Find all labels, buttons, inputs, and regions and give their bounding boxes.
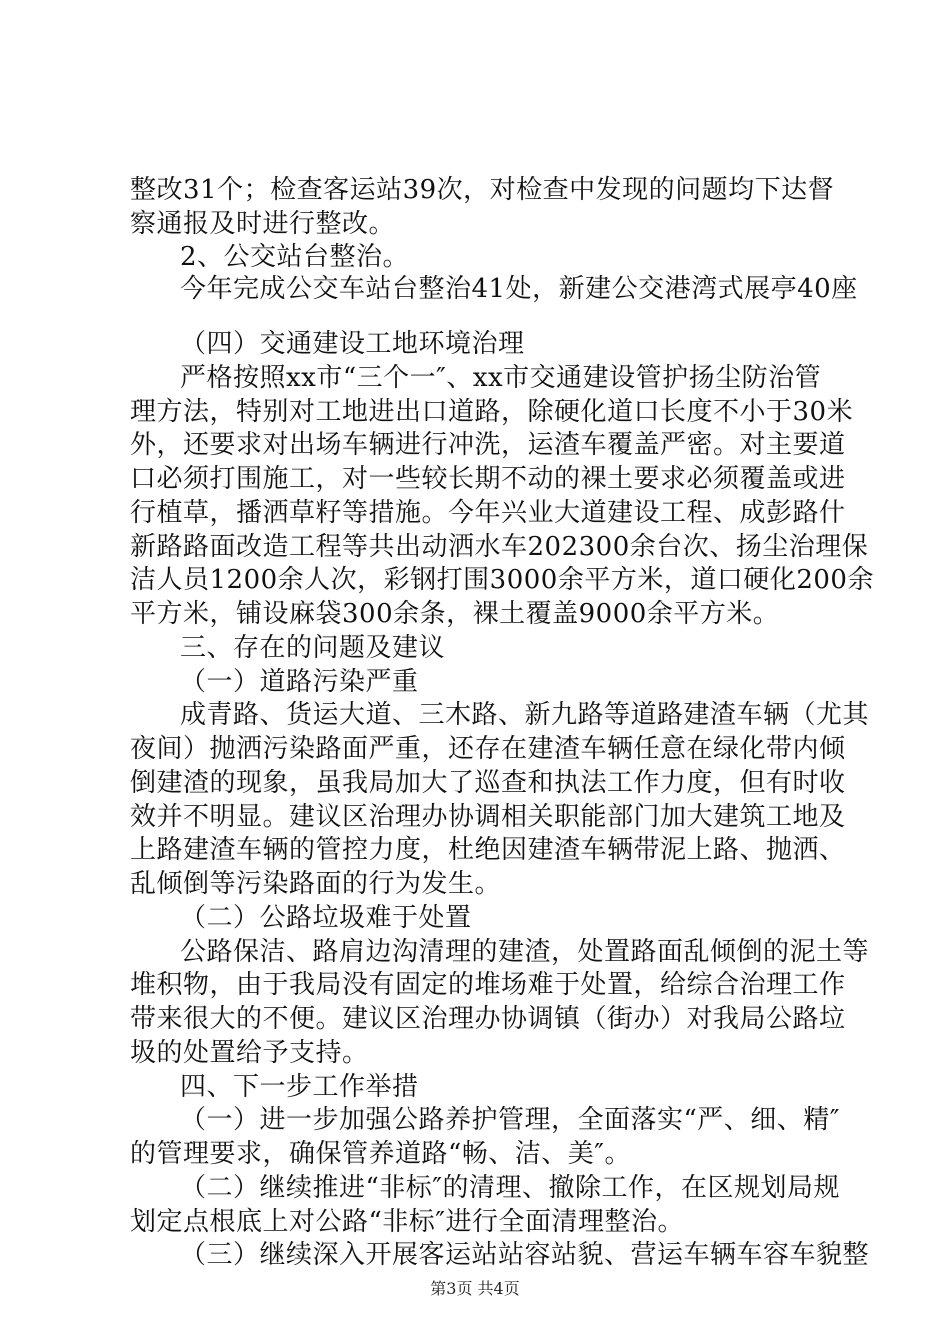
body-line: 新路路面改造工程等共出动洒水车202300余台次、扬尘治理保 — [130, 532, 869, 562]
body-line: 夜间）抛洒污染路面严重，还存在建渣车辆任意在绿化带内倾 — [130, 734, 846, 764]
body-line: 划定点根底上对公路“非标″进行全面清理整治。 — [130, 1207, 685, 1237]
section-heading: 2、公交站台整治。 — [180, 242, 410, 272]
body-line: 的管理要求，确保管养道路“畅、洁、美″。 — [130, 1139, 632, 1169]
body-line: 平方米，铺设麻袋300余条，裸土覆盖9000余平方米。 — [130, 599, 780, 629]
body-line: 成青路、货运大道、三木路、新九路等道路建渣车辆（尤其 — [180, 700, 870, 730]
section-heading: （二）公路垃圾难于处置 — [180, 903, 472, 933]
body-line: 堆积物，由于我局没有固定的堆场难于处置，给综合治理工作 — [130, 970, 846, 1000]
body-line: （二）继续推进“非标″的清理、撤除工作，在区规划局规 — [180, 1173, 841, 1203]
body-line: 带来很大的不便。建议区治理办协调镇（街办）对我局公路垃 — [130, 1004, 846, 1034]
section-heading: （一）道路污染严重 — [180, 667, 419, 697]
body-line: 洁人员1200余人次，彩钢打围3000余平方米，道口硬化200余 — [130, 565, 874, 595]
body-line: 察通报及时进行整改。 — [130, 209, 396, 239]
body-line: （三）继续深入开展客运站站容站貌、营运车辆车容车貌整 — [180, 1240, 870, 1270]
body-line: 整改31个；检查客运站39次，对检查中发现的问题均下达督 — [130, 175, 835, 205]
body-line: 严格按照xx市“三个一″、xx市交通建设管护扬尘防治管 — [180, 363, 822, 393]
body-line: 口必须打围施工，对一些较长期不动的裸土要求必须覆盖或进 — [130, 464, 846, 494]
body-line: 倒建渣的现象，虽我局加大了巡查和执法工作力度，但有时收 — [130, 768, 846, 798]
body-line: 效并不明显。建议区治理办协调相关职能部门加大建筑工地及 — [130, 802, 846, 832]
body-line: 上路建渣车辆的管控力度，杜绝因建渣车辆带泥上路、抛洒、 — [130, 835, 846, 865]
body-line: 乱倾倒等污染路面的行为发生。 — [130, 869, 502, 899]
body-line: 公路保洁、路肩边沟清理的建渣，处置路面乱倾倒的泥土等 — [180, 937, 870, 967]
body-line: 外，还要求对出场车辆进行冲洗，运渣车覆盖严密。对主要道 — [130, 430, 846, 460]
body-line: 理方法，特别对工地进出口道路，除硬化道口长度不小于30米 — [130, 397, 854, 427]
body-line: （一）进一步加强公路养护管理，全面落实“严、细、精″ — [180, 1105, 841, 1135]
body-line: 行植草，播洒草籽等措施。今年兴业大道建设工程、成彭路什 — [130, 498, 846, 528]
body-line: 今年完成公交车站台整治41处，新建公交港湾式展亭40座 — [180, 274, 858, 304]
section-heading: （四）交通建设工地环境治理 — [180, 329, 525, 359]
section-heading: 四、下一步工作举措 — [180, 1072, 419, 1102]
body-line: 圾的处置给予支持。 — [130, 1038, 369, 1068]
page-footer: 第3页 共4页 — [430, 1279, 520, 1298]
section-heading: 三、存在的问题及建议 — [180, 633, 446, 663]
